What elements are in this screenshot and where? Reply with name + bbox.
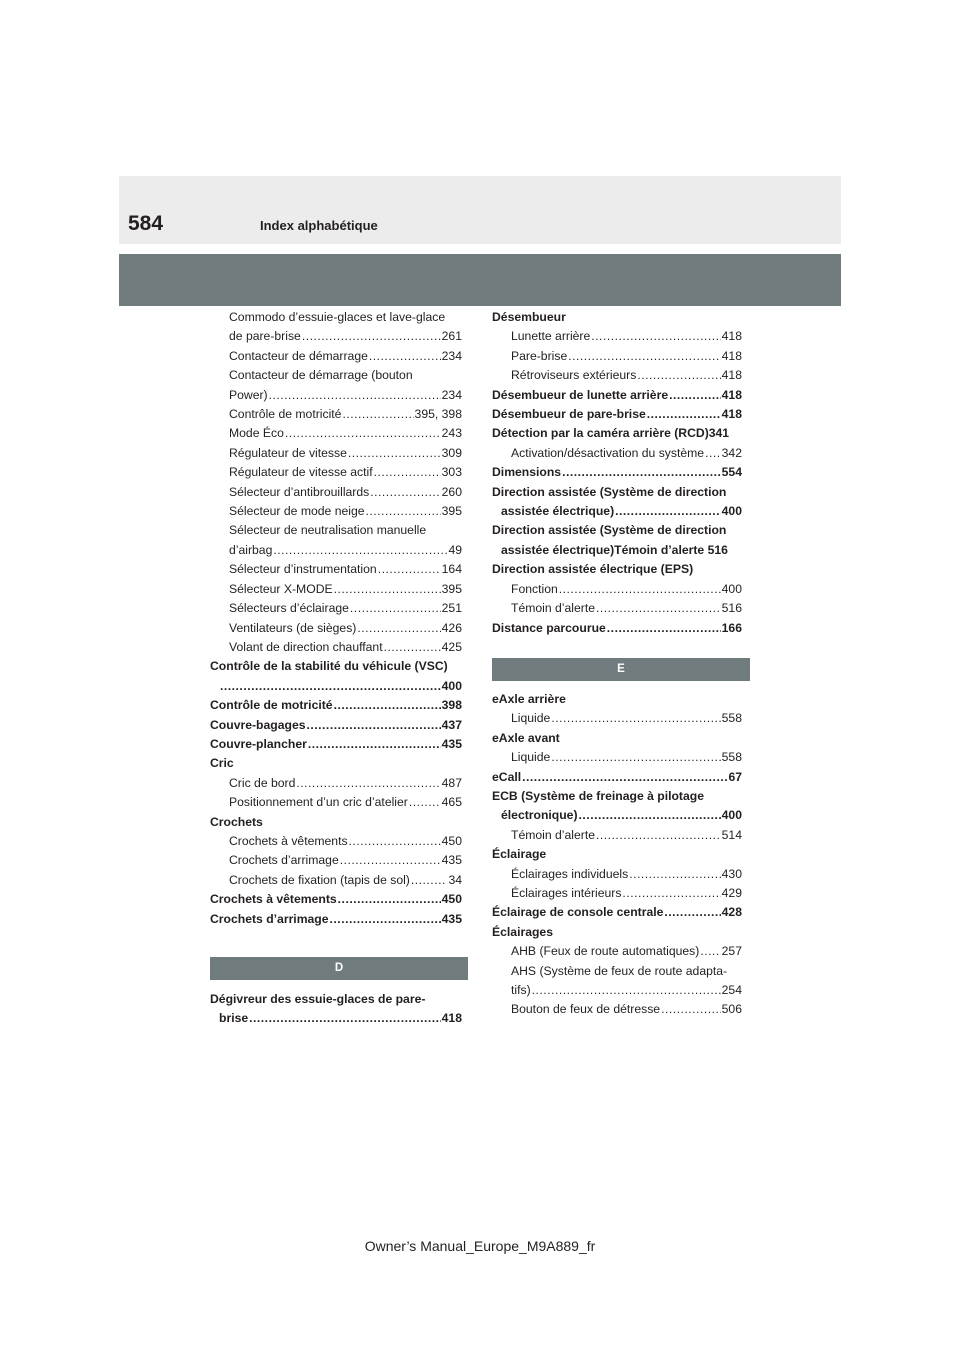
index-column-right: [492, 308, 742, 1020]
index-entry: Fonction ..... 400: [492, 580, 742, 599]
index-entry: Régulateur de vitesse actif ..... 303: [210, 463, 462, 482]
index-heading: Cric: [210, 756, 234, 771]
index-heading: eAxle avant: [492, 730, 560, 745]
index-entry: Sélecteur de neutralisation manuelle: [229, 523, 427, 538]
index-entry: Désembueur de pare-brise ..... 418: [492, 405, 742, 424]
index-entry: Éclairages intérieurs ..... 429: [492, 884, 742, 903]
index-entry: assistée électrique) ..... 400: [492, 502, 742, 521]
index-entry: Témoin d’alerte ..... 516: [492, 599, 742, 618]
index-entry: Régulateur de vitesse ..... 309: [210, 444, 462, 463]
index-entry: ..... 400: [210, 677, 462, 696]
index-heading: Détection par la caméra arrière (RCD)341: [492, 426, 730, 441]
index-entry: brise ..... 418: [210, 1009, 462, 1028]
index-entry: Désembueur de lunette arrière ..... 418: [492, 386, 742, 405]
page-number: 584: [128, 212, 164, 235]
section-title: Index alphabétique: [260, 218, 378, 233]
footer-manual-id: Owner’s Manual_Europe_M9A889_fr: [364, 1238, 596, 1254]
index-heading: Direction assistée (Système de direction: [492, 523, 727, 538]
header-title-bar: [119, 254, 841, 306]
index-heading: Désembueur: [492, 310, 566, 324]
index-entry: tifs) ..... 254: [492, 981, 742, 1000]
index-entry: Liquide ..... 558: [492, 709, 742, 728]
index-entry: Crochets à vêtements ..... 450: [210, 832, 462, 851]
index-entry: Rétroviseurs extérieurs ..... 418: [492, 366, 742, 385]
index-entry: Activation/désactivation du système ..... 342: [492, 444, 742, 463]
index-entry: Dimensions ..... 554: [492, 463, 742, 482]
section-letter-e: E: [492, 658, 750, 681]
index-entry: AHB (Feux de route automatiques) ..... 257: [492, 942, 742, 961]
index-heading: Contrôle de la stabilité du véhicule (VSC): [210, 659, 448, 674]
index-entry: électronique) ..... 400: [492, 806, 742, 825]
index-entry: AHS (Système de feux de route adapta-: [511, 963, 728, 978]
index-heading: Éclairages: [492, 924, 553, 939]
index-entry: Positionnement d’un cric d’atelier ..... 465: [210, 793, 462, 812]
index-entry: Contacteur de démarrage ..... 234: [210, 347, 462, 366]
index-entry: Power) ..... 234: [210, 386, 462, 405]
index-heading: ECB (Système de freinage à pilotage: [492, 788, 704, 803]
index-heading: Direction assistée (Système de direction: [492, 484, 727, 499]
index-entry: Cric de bord ..... 487: [210, 774, 462, 793]
index-entry: Sélecteur de mode neige ..... 395: [210, 502, 462, 521]
index-entry: Couvre-plancher ..... 435: [210, 735, 462, 754]
index-entry: Sélecteur X-MODE ..... 395: [210, 580, 462, 599]
section-letter-d: D: [210, 957, 468, 980]
index-entry: Distance parcourue ..... 166: [492, 619, 742, 638]
index-entry: Mode Éco ..... 243: [210, 424, 462, 443]
index-entry: Contacteur de démarrage (bouton: [229, 368, 413, 383]
index-entry: Sélecteurs d’éclairage ..... 251: [210, 599, 462, 618]
index-entry: Contrôle de motricité ..... 398: [210, 696, 462, 715]
index-entry: d’airbag ..... 49: [210, 541, 462, 560]
index-entry: Volant de direction chauffant ..... 425: [210, 638, 462, 657]
index-entry: Crochets d’arrimage ..... 435: [210, 851, 462, 870]
index-heading: Direction assistée électrique (EPS): [492, 562, 694, 577]
index-heading: Éclairage: [492, 847, 547, 862]
index-entry: assistée électrique)Témoin d’alerte 516: [501, 542, 728, 557]
index-entry: Commodo d’essuie-glaces et lave-glace: [229, 310, 446, 324]
index-entry: Liquide ..... 558: [492, 748, 742, 767]
index-entry: Témoin d’alerte ..... 514: [492, 826, 742, 845]
index-entry: Éclairages individuels ..... 430: [492, 865, 742, 884]
index-entry: Bouton de feux de détresse ..... 506: [492, 1000, 742, 1019]
index-entry: Ventilateurs (de sièges) ..... 426: [210, 619, 462, 638]
index-heading: Dégivreur des essuie-glaces de pare-: [210, 992, 426, 1006]
header-band: [119, 176, 841, 244]
index-heading: eAxle arrière: [492, 691, 566, 706]
index-entry: Couvre-bagages ..... 437: [210, 716, 462, 735]
index-entry: Crochets à vêtements ..... 450: [210, 890, 462, 909]
index-entry: Lunette arrière ..... 418: [492, 327, 742, 346]
index-entry: de pare-brise ..... 261: [210, 327, 462, 346]
index-entry: Crochets d’arrimage ..... 435: [210, 910, 462, 929]
index-heading: Crochets: [210, 814, 263, 829]
index-entry: Sélecteur d’antibrouillards ..... 260: [210, 483, 462, 502]
index-entry: Pare-brise ..... 418: [492, 347, 742, 366]
index-entry: Éclairage de console centrale ..... 428: [492, 903, 742, 922]
index-column-left: [210, 308, 462, 1029]
index-entry: Sélecteur d’instrumentation ..... 164: [210, 560, 462, 579]
index-entry: Contrôle de motricité ..... 395, 398: [210, 405, 462, 424]
index-entry: Crochets de fixation (tapis de sol) ..... 34: [210, 871, 462, 890]
index-entry: eCall ..... 67: [492, 768, 742, 787]
